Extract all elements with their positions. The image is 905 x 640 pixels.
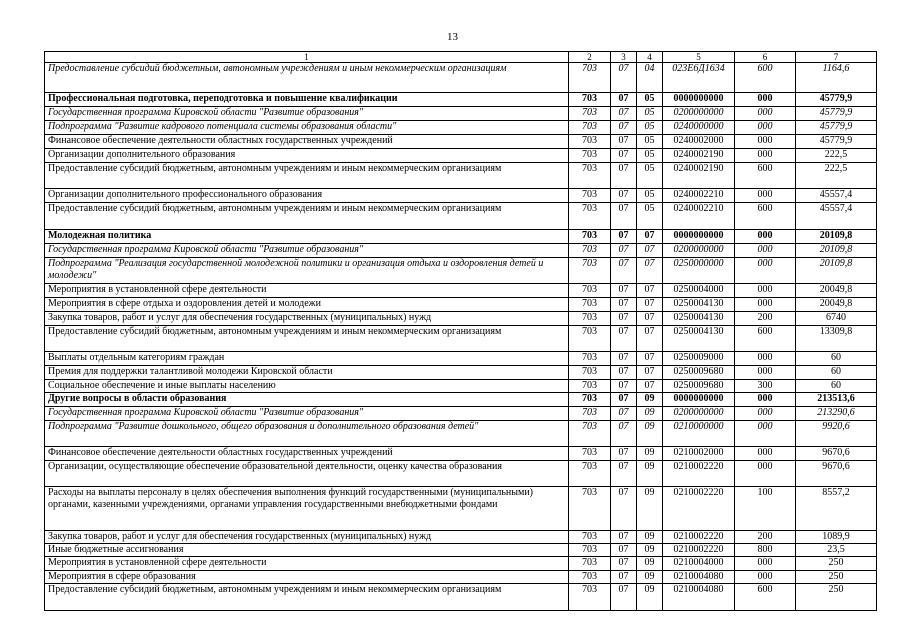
target-item-cell: 0210002220 bbox=[663, 531, 735, 544]
subsection-cell: 07 bbox=[637, 284, 663, 298]
amount-cell: 250 bbox=[796, 584, 877, 611]
department-code-cell: 703 bbox=[569, 407, 611, 421]
column-header: 5 bbox=[663, 52, 735, 63]
section-cell: 07 bbox=[611, 258, 637, 284]
name-cell: Предоставление субсидий бюджетным, автономным учреждениям и иным некоммерческим организациям bbox=[45, 584, 569, 611]
table-row bbox=[45, 393, 877, 407]
amount-cell: 60 bbox=[796, 380, 877, 393]
target-item-cell: 0000000000 bbox=[663, 393, 735, 407]
table-row bbox=[45, 557, 877, 571]
subsection-cell: 05 bbox=[637, 163, 663, 189]
subsection-cell: 09 bbox=[637, 544, 663, 557]
section-cell: 07 bbox=[611, 135, 637, 149]
section-cell: 07 bbox=[611, 312, 637, 326]
expense-type-cell: 000 bbox=[735, 393, 796, 407]
section-cell: 07 bbox=[611, 421, 637, 447]
table-row bbox=[45, 487, 877, 531]
subsection-cell: 09 bbox=[637, 461, 663, 487]
target-item-cell: 0210004080 bbox=[663, 571, 735, 584]
name-cell: Подпрограмма "Развитие дошкольного, общего образования и дополнительного образования детей" bbox=[45, 421, 569, 447]
department-code-cell: 703 bbox=[569, 421, 611, 447]
table-header bbox=[45, 52, 877, 63]
target-item-cell: 0250000000 bbox=[663, 258, 735, 284]
department-code-cell: 703 bbox=[569, 244, 611, 258]
expense-type-cell: 000 bbox=[735, 571, 796, 584]
name-cell: Другие вопросы в области образования bbox=[45, 393, 569, 407]
target-item-cell: 0250004130 bbox=[663, 312, 735, 326]
section-cell: 07 bbox=[611, 63, 637, 93]
column-header: 1 bbox=[45, 52, 569, 63]
expense-type-cell: 000 bbox=[735, 557, 796, 571]
table-row bbox=[45, 203, 877, 230]
target-item-cell: 0250004130 bbox=[663, 326, 735, 352]
target-item-cell: 0200000000 bbox=[663, 107, 735, 121]
expense-type-cell: 800 bbox=[735, 544, 796, 557]
subsection-cell: 04 bbox=[637, 63, 663, 93]
subsection-cell: 05 bbox=[637, 93, 663, 107]
subsection-cell: 05 bbox=[637, 149, 663, 163]
column-header: 2 bbox=[569, 52, 611, 63]
amount-cell: 45557,4 bbox=[796, 203, 877, 230]
amount-cell: 1089,9 bbox=[796, 531, 877, 544]
section-cell: 07 bbox=[611, 461, 637, 487]
name-cell: Мероприятия в установленной сфере деятельности bbox=[45, 557, 569, 571]
name-cell: Профессиональная подготовка, переподготовка и повышение квалификации bbox=[45, 93, 569, 107]
target-item-cell: 0250009000 bbox=[663, 352, 735, 366]
name-cell: Закупка товаров, работ и услуг для обеспечения государственных (муниципальных) нужд bbox=[45, 531, 569, 544]
subsection-cell: 07 bbox=[637, 230, 663, 244]
expense-type-cell: 000 bbox=[735, 284, 796, 298]
expense-type-cell: 000 bbox=[735, 298, 796, 312]
table-row bbox=[45, 258, 877, 284]
section-cell: 07 bbox=[611, 189, 637, 203]
section-cell: 07 bbox=[611, 407, 637, 421]
department-code-cell: 703 bbox=[569, 366, 611, 380]
table-row bbox=[45, 63, 877, 93]
amount-cell: 9920,6 bbox=[796, 421, 877, 447]
section-cell: 07 bbox=[611, 107, 637, 121]
column-header: 4 bbox=[637, 52, 663, 63]
department-code-cell: 703 bbox=[569, 258, 611, 284]
amount-cell: 250 bbox=[796, 571, 877, 584]
table-row bbox=[45, 544, 877, 557]
name-cell: Предоставление субсидий бюджетным, автономным учреждениям и иным некоммерческим организациям bbox=[45, 163, 569, 189]
target-item-cell: 0240002190 bbox=[663, 149, 735, 163]
table-row bbox=[45, 312, 877, 326]
department-code-cell: 703 bbox=[569, 93, 611, 107]
department-code-cell: 703 bbox=[569, 149, 611, 163]
table-row bbox=[45, 107, 877, 121]
target-item-cell: 0210002220 bbox=[663, 487, 735, 531]
name-cell: Мероприятия в сфере образования bbox=[45, 571, 569, 584]
table-row bbox=[45, 421, 877, 447]
table-row bbox=[45, 135, 877, 149]
subsection-cell: 07 bbox=[637, 258, 663, 284]
expense-type-cell: 000 bbox=[735, 135, 796, 149]
target-item-cell: 0240002190 bbox=[663, 163, 735, 189]
department-code-cell: 703 bbox=[569, 557, 611, 571]
table-body bbox=[45, 63, 877, 611]
section-cell: 07 bbox=[611, 352, 637, 366]
expense-type-cell: 000 bbox=[735, 93, 796, 107]
amount-cell: 45779,9 bbox=[796, 135, 877, 149]
expense-type-cell: 200 bbox=[735, 531, 796, 544]
table-row bbox=[45, 189, 877, 203]
section-cell: 07 bbox=[611, 203, 637, 230]
page-number: 13 bbox=[447, 31, 458, 43]
amount-cell: 20109,8 bbox=[796, 230, 877, 244]
table-row bbox=[45, 244, 877, 258]
target-item-cell: 0240002000 bbox=[663, 135, 735, 149]
name-cell: Иные бюджетные ассигнования bbox=[45, 544, 569, 557]
expense-type-cell: 000 bbox=[735, 149, 796, 163]
subsection-cell: 09 bbox=[637, 531, 663, 544]
section-cell: 07 bbox=[611, 298, 637, 312]
budget-table bbox=[44, 51, 877, 611]
target-item-cell: 0210004000 bbox=[663, 557, 735, 571]
section-cell: 07 bbox=[611, 230, 637, 244]
name-cell: Организации дополнительного образования bbox=[45, 149, 569, 163]
subsection-cell: 09 bbox=[637, 393, 663, 407]
section-cell: 07 bbox=[611, 149, 637, 163]
department-code-cell: 703 bbox=[569, 393, 611, 407]
subsection-cell: 07 bbox=[637, 366, 663, 380]
name-cell: Мероприятия в установленной сфере деятельности bbox=[45, 284, 569, 298]
expense-type-cell: 000 bbox=[735, 366, 796, 380]
table-row bbox=[45, 447, 877, 461]
department-code-cell: 703 bbox=[569, 544, 611, 557]
department-code-cell: 703 bbox=[569, 326, 611, 352]
name-cell: Государственная программа Кировской области "Развитие образования" bbox=[45, 407, 569, 421]
department-code-cell: 703 bbox=[569, 447, 611, 461]
target-item-cell: 0240002210 bbox=[663, 203, 735, 230]
department-code-cell: 703 bbox=[569, 461, 611, 487]
section-cell: 07 bbox=[611, 121, 637, 135]
subsection-cell: 09 bbox=[637, 584, 663, 611]
name-cell: Организации, осуществляющие обеспечение образовательной деятельности, оценку качества образования bbox=[45, 461, 569, 487]
subsection-cell: 05 bbox=[637, 135, 663, 149]
table-row bbox=[45, 163, 877, 189]
expense-type-cell: 600 bbox=[735, 326, 796, 352]
table-row bbox=[45, 93, 877, 107]
header-row bbox=[45, 52, 877, 63]
department-code-cell: 703 bbox=[569, 298, 611, 312]
department-code-cell: 703 bbox=[569, 284, 611, 298]
name-cell: Финансовое обеспечение деятельности областных государственных учреждений bbox=[45, 447, 569, 461]
expense-type-cell: 000 bbox=[735, 107, 796, 121]
table-row bbox=[45, 284, 877, 298]
department-code-cell: 703 bbox=[569, 203, 611, 230]
target-item-cell: 0250004000 bbox=[663, 284, 735, 298]
department-code-cell: 703 bbox=[569, 312, 611, 326]
amount-cell: 23,5 bbox=[796, 544, 877, 557]
subsection-cell: 05 bbox=[637, 203, 663, 230]
subsection-cell: 09 bbox=[637, 487, 663, 531]
expense-type-cell: 000 bbox=[735, 189, 796, 203]
table-row bbox=[45, 121, 877, 135]
target-item-cell: 0000000000 bbox=[663, 230, 735, 244]
expense-type-cell: 000 bbox=[735, 407, 796, 421]
target-item-cell: 0000000000 bbox=[663, 93, 735, 107]
section-cell: 07 bbox=[611, 380, 637, 393]
name-cell: Организации дополнительного профессионального образования bbox=[45, 189, 569, 203]
subsection-cell: 07 bbox=[637, 244, 663, 258]
expense-type-cell: 300 bbox=[735, 380, 796, 393]
name-cell: Выплаты отдельным категориям граждан bbox=[45, 352, 569, 366]
expense-type-cell: 000 bbox=[735, 121, 796, 135]
table-row bbox=[45, 149, 877, 163]
amount-cell: 20109,8 bbox=[796, 244, 877, 258]
table-row bbox=[45, 584, 877, 611]
target-item-cell: 0200000000 bbox=[663, 244, 735, 258]
target-item-cell: 0210002220 bbox=[663, 461, 735, 487]
name-cell: Закупка товаров, работ и услуг для обеспечения государственных (муниципальных) нужд bbox=[45, 312, 569, 326]
name-cell: Расходы на выплаты персоналу в целях обеспечения выполнения функций государственными (муниципальными) органами, казенными учреждениями, органами управления государственными внебюджетными фондами bbox=[45, 487, 569, 531]
subsection-cell: 05 bbox=[637, 189, 663, 203]
section-cell: 07 bbox=[611, 544, 637, 557]
department-code-cell: 703 bbox=[569, 487, 611, 531]
name-cell: Финансовое обеспечение деятельности областных государственных учреждений bbox=[45, 135, 569, 149]
target-item-cell: 0240002210 bbox=[663, 189, 735, 203]
expense-type-cell: 000 bbox=[735, 447, 796, 461]
subsection-cell: 05 bbox=[637, 107, 663, 121]
amount-cell: 1164,6 bbox=[796, 63, 877, 93]
table-row bbox=[45, 571, 877, 584]
name-cell: Социальное обеспечение и иные выплаты населению bbox=[45, 380, 569, 393]
department-code-cell: 703 bbox=[569, 121, 611, 135]
expense-type-cell: 200 bbox=[735, 312, 796, 326]
expense-type-cell: 000 bbox=[735, 352, 796, 366]
section-cell: 07 bbox=[611, 284, 637, 298]
column-header: 3 bbox=[611, 52, 637, 63]
expense-type-cell: 100 bbox=[735, 487, 796, 531]
expense-type-cell: 000 bbox=[735, 421, 796, 447]
amount-cell: 222,5 bbox=[796, 149, 877, 163]
name-cell: Предоставление субсидий бюджетным, автономным учреждениям и иным некоммерческим организациям bbox=[45, 326, 569, 352]
section-cell: 07 bbox=[611, 487, 637, 531]
department-code-cell: 703 bbox=[569, 571, 611, 584]
amount-cell: 9670,6 bbox=[796, 447, 877, 461]
subsection-cell: 09 bbox=[637, 571, 663, 584]
section-cell: 07 bbox=[611, 531, 637, 544]
department-code-cell: 703 bbox=[569, 135, 611, 149]
expense-type-cell: 000 bbox=[735, 461, 796, 487]
target-item-cell: 0210002220 bbox=[663, 544, 735, 557]
table-row bbox=[45, 407, 877, 421]
department-code-cell: 703 bbox=[569, 163, 611, 189]
section-cell: 07 bbox=[611, 244, 637, 258]
expense-type-cell: 000 bbox=[735, 258, 796, 284]
subsection-cell: 09 bbox=[637, 557, 663, 571]
table-row bbox=[45, 298, 877, 312]
target-item-cell: 0250009680 bbox=[663, 366, 735, 380]
subsection-cell: 07 bbox=[637, 312, 663, 326]
section-cell: 07 bbox=[611, 93, 637, 107]
department-code-cell: 703 bbox=[569, 584, 611, 611]
amount-cell: 13309,8 bbox=[796, 326, 877, 352]
table-row bbox=[45, 531, 877, 544]
amount-cell: 45557,4 bbox=[796, 189, 877, 203]
section-cell: 07 bbox=[611, 447, 637, 461]
subsection-cell: 07 bbox=[637, 380, 663, 393]
amount-cell: 45779,9 bbox=[796, 121, 877, 135]
amount-cell: 250 bbox=[796, 557, 877, 571]
amount-cell: 20049,8 bbox=[796, 284, 877, 298]
subsection-cell: 09 bbox=[637, 447, 663, 461]
expense-type-cell: 000 bbox=[735, 244, 796, 258]
name-cell: Государственная программа Кировской области "Развитие образования" bbox=[45, 107, 569, 121]
department-code-cell: 703 bbox=[569, 107, 611, 121]
name-cell: Подпрограмма "Реализация государственной молодежной политики и организация отдыха и оздоровления детей и молодежи" bbox=[45, 258, 569, 284]
name-cell: Предоставление субсидий бюджетным, автономным учреждениям и иным некоммерческим организациям bbox=[45, 203, 569, 230]
subsection-cell: 09 bbox=[637, 421, 663, 447]
amount-cell: 45779,9 bbox=[796, 93, 877, 107]
target-item-cell: 023Е6Д1634 bbox=[663, 63, 735, 93]
subsection-cell: 07 bbox=[637, 352, 663, 366]
table-row bbox=[45, 461, 877, 487]
amount-cell: 20109,8 bbox=[796, 258, 877, 284]
amount-cell: 60 bbox=[796, 352, 877, 366]
department-code-cell: 703 bbox=[569, 230, 611, 244]
department-code-cell: 703 bbox=[569, 352, 611, 366]
amount-cell: 6740 bbox=[796, 312, 877, 326]
target-item-cell: 0240000000 bbox=[663, 121, 735, 135]
target-item-cell: 0250009680 bbox=[663, 380, 735, 393]
table-row bbox=[45, 380, 877, 393]
subsection-cell: 09 bbox=[637, 407, 663, 421]
name-cell: Подпрограмма "Развитие кадрового потенциала системы образования области" bbox=[45, 121, 569, 135]
target-item-cell: 0210000000 bbox=[663, 421, 735, 447]
section-cell: 07 bbox=[611, 584, 637, 611]
name-cell: Премия для поддержки талантливой молодежи Кировской области bbox=[45, 366, 569, 380]
name-cell: Молодежная политика bbox=[45, 230, 569, 244]
expense-type-cell: 600 bbox=[735, 63, 796, 93]
table-row bbox=[45, 352, 877, 366]
name-cell: Предоставление субсидий бюджетным, автономным учреждениям и иным некоммерческим организациям bbox=[45, 63, 569, 93]
name-cell: Государственная программа Кировской области "Развитие образования" bbox=[45, 244, 569, 258]
target-item-cell: 0250004130 bbox=[663, 298, 735, 312]
amount-cell: 222,5 bbox=[796, 163, 877, 189]
name-cell: Мероприятия в сфере отдыха и оздоровления детей и молодежи bbox=[45, 298, 569, 312]
amount-cell: 9670,6 bbox=[796, 461, 877, 487]
subsection-cell: 05 bbox=[637, 121, 663, 135]
department-code-cell: 703 bbox=[569, 63, 611, 93]
amount-cell: 60 bbox=[796, 366, 877, 380]
amount-cell: 20049,8 bbox=[796, 298, 877, 312]
department-code-cell: 703 bbox=[569, 189, 611, 203]
department-code-cell: 703 bbox=[569, 380, 611, 393]
subsection-cell: 07 bbox=[637, 326, 663, 352]
section-cell: 07 bbox=[611, 326, 637, 352]
department-code-cell: 703 bbox=[569, 531, 611, 544]
table-row bbox=[45, 366, 877, 380]
amount-cell: 45779,9 bbox=[796, 107, 877, 121]
amount-cell: 8557,2 bbox=[796, 487, 877, 531]
target-item-cell: 0200000000 bbox=[663, 407, 735, 421]
target-item-cell: 0210002000 bbox=[663, 447, 735, 461]
target-item-cell: 0210004080 bbox=[663, 584, 735, 611]
section-cell: 07 bbox=[611, 163, 637, 189]
section-cell: 07 bbox=[611, 557, 637, 571]
expense-type-cell: 600 bbox=[735, 203, 796, 230]
amount-cell: 213290,6 bbox=[796, 407, 877, 421]
subsection-cell: 07 bbox=[637, 298, 663, 312]
table-row bbox=[45, 230, 877, 244]
section-cell: 07 bbox=[611, 393, 637, 407]
amount-cell: 213513,6 bbox=[796, 393, 877, 407]
expense-type-cell: 000 bbox=[735, 230, 796, 244]
column-header: 7 bbox=[796, 52, 877, 63]
column-header: 6 bbox=[735, 52, 796, 63]
expense-type-cell: 600 bbox=[735, 163, 796, 189]
section-cell: 07 bbox=[611, 571, 637, 584]
table-row bbox=[45, 326, 877, 352]
expense-type-cell: 600 bbox=[735, 584, 796, 611]
section-cell: 07 bbox=[611, 366, 637, 380]
